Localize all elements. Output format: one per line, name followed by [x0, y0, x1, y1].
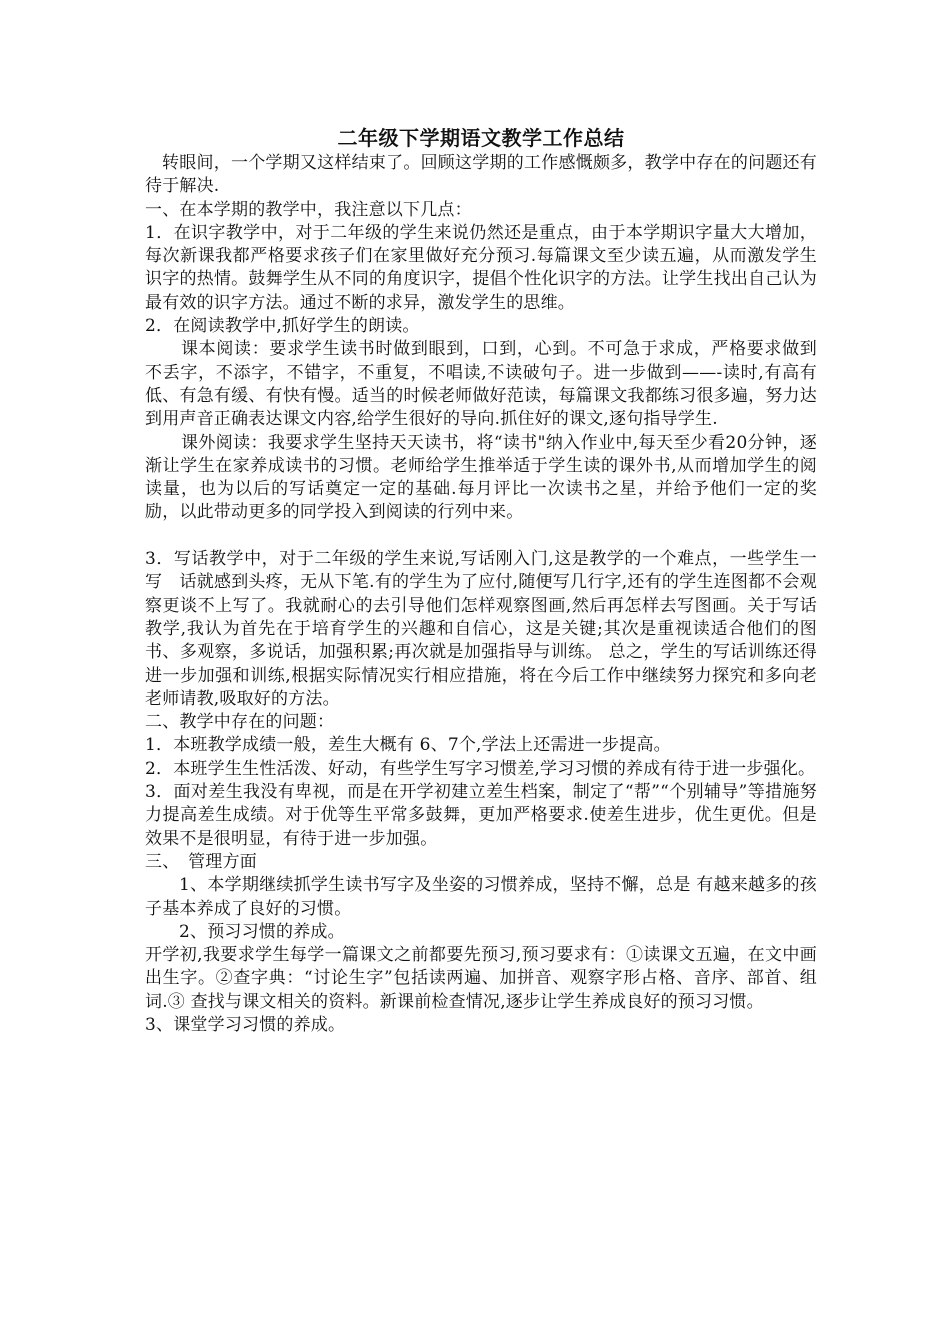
management-item-1: 1、本学期继续抓学生读书写字及坐姿的习惯养成，坚持不懈，总是 有越来越多的孩子基本养成了良好的习惯。	[145, 875, 817, 919]
list-item-reading: 2．在阅读教学中,抓好学生的朗读。	[145, 316, 420, 337]
problem-item-1: 1．本班教学成绩一般，差生大概有 6、7个,学法上还需进一步提高。	[145, 735, 671, 756]
intro-paragraph: 转眼间，一个学期又这样结束了。回顾这学期的工作感慨颇多，教学中存在的问题还有待于解决.	[145, 153, 817, 197]
document-title: 二年级下学期语文教学工作总结	[337, 126, 625, 150]
list-item-literacy: 1．在识字教学中，对于二年级的学生来说仍然还是重点，由于本学期识字量大大增加，每次新课我都严格要求孩子们在家里做好充分预习.每篇课文至少读五遍，从而激发学生识字的热情。鼓舞学生从不同的角度识字，提倡个性化识字的方法。让学生找出自己认为最有效的识字方法。通过不断的求异，激发学生的思维。	[145, 222, 817, 313]
list-item-writing: 3．写话教学中，对于二年级的学生来说,写话刚入门,这是教学的一个难点，一些学生一写 话就感到头疼，无从下笔.有的学生为了应付,随便写几行字,还有的学生连图都不会观察更谈不上写了。我就耐心的去引导他们怎样观察图画,然后再怎样去写图画。关于写话教学,我认为首先在于培育学生的兴趣和自信心，这是关键;其次是重视读适合他们的图书、多观察，多说话，加强积累;再次就是加强指导与训练。 总之，学生的写话训练还得进一步加强和训练,根据实际情况实行相应措施，将在今后工作中继续努力探究和多向老老师请教,吸取好的方法。	[145, 549, 817, 709]
paragraph-gap	[145, 525, 817, 548]
problem-item-3: 3．面对差生我没有卑视，而是在开学初建立差生档案，制定了“帮”“个别辅导”等措施努力提高差生成绩。对于优等生平常多鼓舞，更加严格要求.使差生进步，优生更优。但是效果不是很明显，有待于进一步加强。	[145, 782, 817, 849]
section-heading-3: 三、 管理方面	[145, 851, 257, 872]
preview-requirements-paragraph: 开学初,我要求学生每学一篇课文之前都要先预习,预习要求有：①读课文五遍，在文中画出生字。②查字典：“讨论生字”包括读两遍、加拼音、观察字形占格、音序、部首、组词.③ 查找与课文相关的资料。新课前检查情况,逐步让学生养成良好的预习习惯。	[145, 945, 817, 1012]
textbook-reading-paragraph: 课本阅读：要求学生读书时做到眼到，口到，心到。不可急于求成，严格要求做到不丢字，不添字，不错字，不重复，不唱读,不读破句子。进一步做到——-读时,有高有低、有急有缓、有快有慢。适当的时候老师做好范读，每篇课文我都练习很多遍，努力达到用声音正确表达课文内容,给学生很好的导向.抓住好的课文,逐句指导学生.	[145, 339, 817, 430]
section-heading-1: 一、在本学期的教学中，我注意以下几点：	[145, 199, 472, 220]
management-item-3: 3、课堂学习习惯的养成。	[145, 1014, 346, 1035]
management-item-2: 2、预习习惯的养成。	[179, 921, 345, 942]
problem-item-2: 2．本班学生生性活泼、好动，有些学生写字习惯差,学习习惯的养成有待于进一步强化。	[145, 758, 816, 779]
document-body	[145, 124, 817, 1037]
extracurricular-reading-paragraph: 课外阅读：我要求学生坚持天天读书，将“读书"纳入作业中,每天至少看20分钟，逐渐让学生在家养成读书的习惯。老师给学生推举适于学生读的课外书,从而增加学生的阅读量，也为以后的写话奠定一定的基础.每月评比一次读书之星，并给予他们一定的奖励，以此带动更多的同学投入到阅读的行列中来。	[145, 432, 817, 523]
section-heading-2: 二、教学中存在的问题：	[145, 712, 335, 733]
